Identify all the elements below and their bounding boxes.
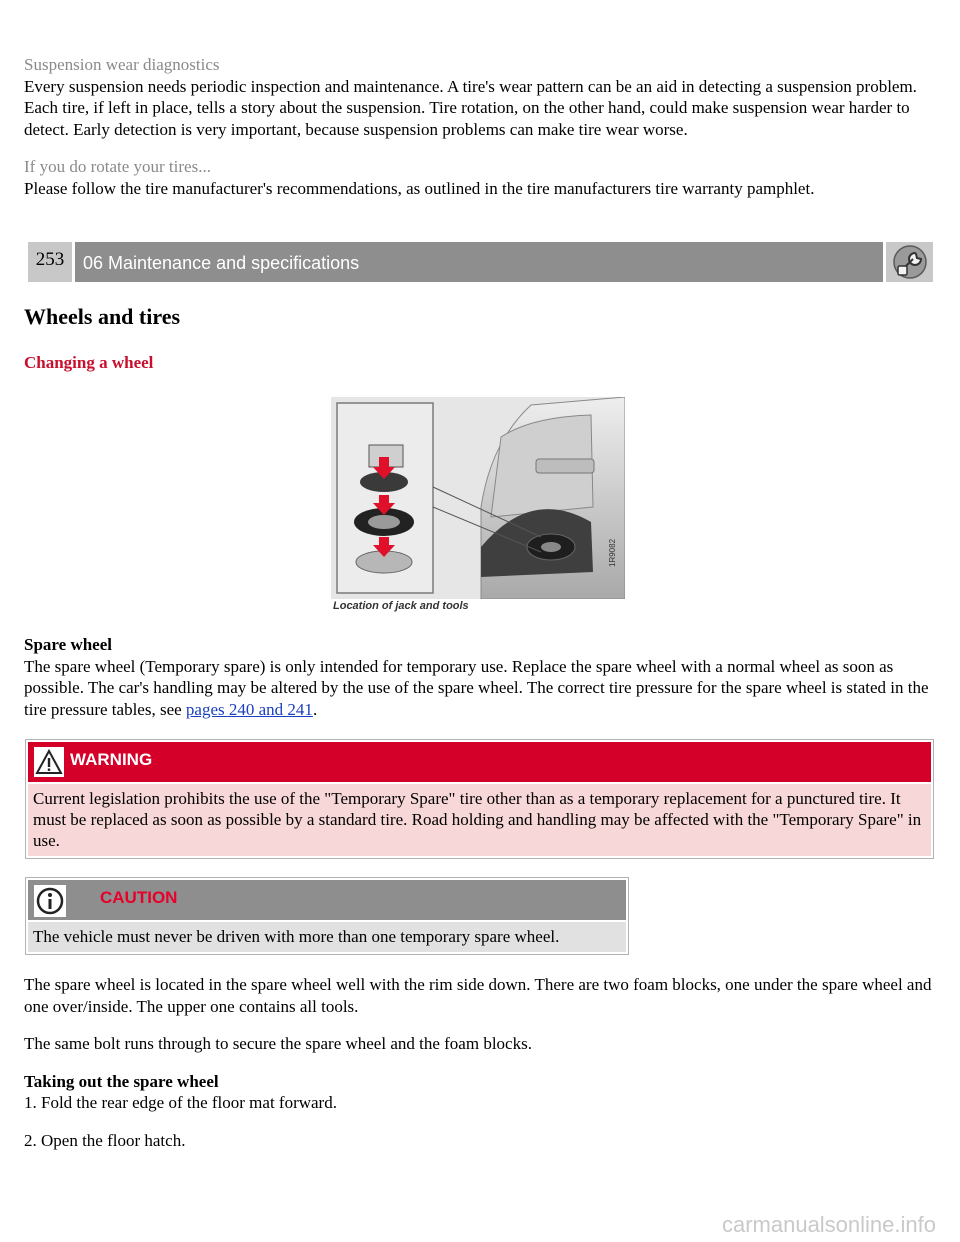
warning-triangle-icon [34, 747, 64, 777]
step-1: 1. Fold the rear edge of the floor mat forward. [24, 1093, 337, 1112]
suspension-heading: Suspension wear diagnostics [24, 55, 220, 74]
pages-240-241-link[interactable]: pages 240 and 241 [185, 699, 313, 719]
jack-tools-illustration [331, 397, 625, 599]
spare-wheel-text [24, 656, 936, 721]
location-text: The spare wheel is located in the spare wheel well with the rim side down. There are two foam blocks, one under the spare wheel and one over/inside. The upper one contains all tools. [24, 975, 932, 1016]
spare-wheel-text-end: . [312, 699, 318, 719]
spare-wheel-procedure [24, 974, 936, 1151]
intro-section [24, 54, 936, 199]
section-subtitle: Changing a wheel [24, 353, 154, 372]
spare-wheel-text-part: The spare wheel (Temporary spare) is only intended for temporary use. Replace the spare wheel with a normal wheel as soon as possible. The car's handling may be altered by the use of the spare wheel. The correct tire pressure for the spare wheel is stated in the tire pressure tables, see [24, 656, 929, 719]
caution-header [28, 880, 626, 920]
warning-header [28, 742, 931, 782]
chapter-banner [28, 242, 933, 282]
step-2: 2. Open the floor hatch. [24, 1130, 186, 1150]
chapter-title: 06 Maintenance and specifications [75, 242, 883, 282]
caution-title: CAUTION [100, 888, 178, 907]
bolt-text: The same bolt runs through to secure the spare wheel and the foam blocks. [24, 1034, 532, 1053]
caution-text: The vehicle must never be driven with more than one temporary spare wheel. [28, 922, 626, 952]
info-icon [34, 885, 66, 917]
taking-out-label: Taking out the spare wheel [24, 1071, 219, 1091]
warning-box [25, 739, 934, 859]
spare-wheel-label: Spare wheel [24, 635, 112, 654]
caution-box [25, 877, 629, 955]
page-number: 253 [28, 242, 72, 282]
figure-code: 1R9082 [608, 538, 617, 567]
wrench-icon [886, 242, 933, 282]
rotate-text: Please follow the tire manufacturer's recommendations, as outlined in the tire manufacturers tire warranty pamphlet. [24, 178, 815, 198]
suspension-text: Every suspension needs periodic inspection and maintenance. A tire's wear pattern can be an aid in detecting a suspension problem. Each tire, if left in place, tells a story about the suspension. Tire rotation, on the other hand, could make suspension wear harder to detect. Early detection is very important, because suspension problems can make tire wear worse. [24, 76, 917, 139]
spare-wheel-section [24, 634, 936, 720]
warning-text: Current legislation prohibits the use of the "Temporary Spare" tire other than as a temporary replacement for a punctured tire. It must be replaced as soon as possible by a standard tire. Road holding and handling may be affected with the "Temporary Spare" in use. [28, 784, 931, 856]
figure-caption: Location of jack and tools [333, 600, 469, 612]
warning-title: WARNING [70, 750, 153, 769]
rotate-heading: If you do rotate your tires... [24, 157, 211, 176]
watermark: carmanualsonline.info [721, 1212, 936, 1237]
section-title: Wheels and tires [24, 304, 181, 329]
